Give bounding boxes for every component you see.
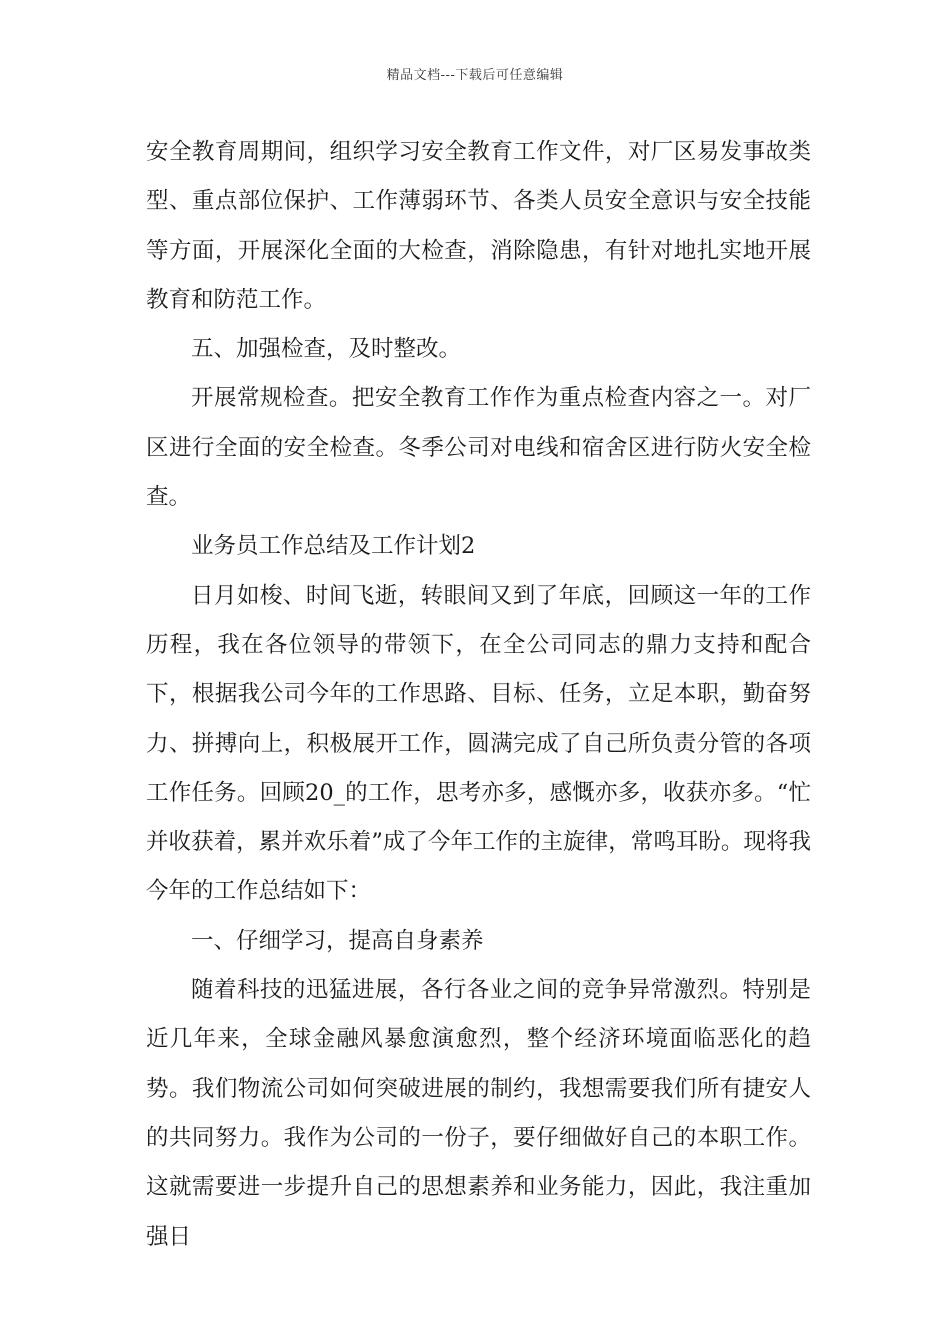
paragraph-3: 日月如梭、时间飞逝，转眼间又到了年底，回顾这一年的工作历程，我在各位领导的带领下，在全公司同志的鼎力支持和配合下，根据我公司今年的工作思路、目标、任务，立足本职，勤奋努力、拼搏向上，积极展开工作，圆满完成了自己所负责分管的各项工作任务。回顾20_的工作，思考亦多，感慨亦多，收获亦多。“忙并收获着，累并欢乐着”成了今年工作的主旋律，常鸣耳盼。现将我今年的工作总结如下： xyxy=(146,582,811,905)
document-body xyxy=(146,128,811,1262)
section-heading-5: 五、加强检查，及时整改。 xyxy=(191,336,462,363)
paragraph-4: 随着科技的迅猛进展，各行各业之间的竞争异常激烈。特别是近几年来，全球金融风暴愈演愈烈，整个经济环境面临恶化的趋势。我们物流公司如何突破进展的制约，我想需要我们所有捷安人的共同努力。我作为公司的一份子，要仔细做好自己的本职工作。这就需要进一步提升自己的思想素养和业务能力，因此，我注重加强日 xyxy=(146,977,811,1250)
document-title: 业务员工作总结及工作计划2 xyxy=(191,533,476,560)
paragraph-2: 开展常规检查。把安全教育工作作为重点检查内容之一。对厂区进行全面的安全检查。冬季公司对电线和宿舍区进行防火安全检查。 xyxy=(146,385,811,511)
page-header: 精品文档---下载后可任意编辑 xyxy=(386,68,564,83)
paragraph-1: 安全教育周期间，组织学习安全教育工作文件，对厂区易发事故类型、重点部位保护、工作薄弱环节、各类人员安全意识与安全技能等方面，开展深化全面的大检查，消除隐患，有针对地扎实地开展教育和防范工作。 xyxy=(146,139,811,313)
section-heading-1: 一、仔细学习，提高自身素养 xyxy=(191,927,484,954)
